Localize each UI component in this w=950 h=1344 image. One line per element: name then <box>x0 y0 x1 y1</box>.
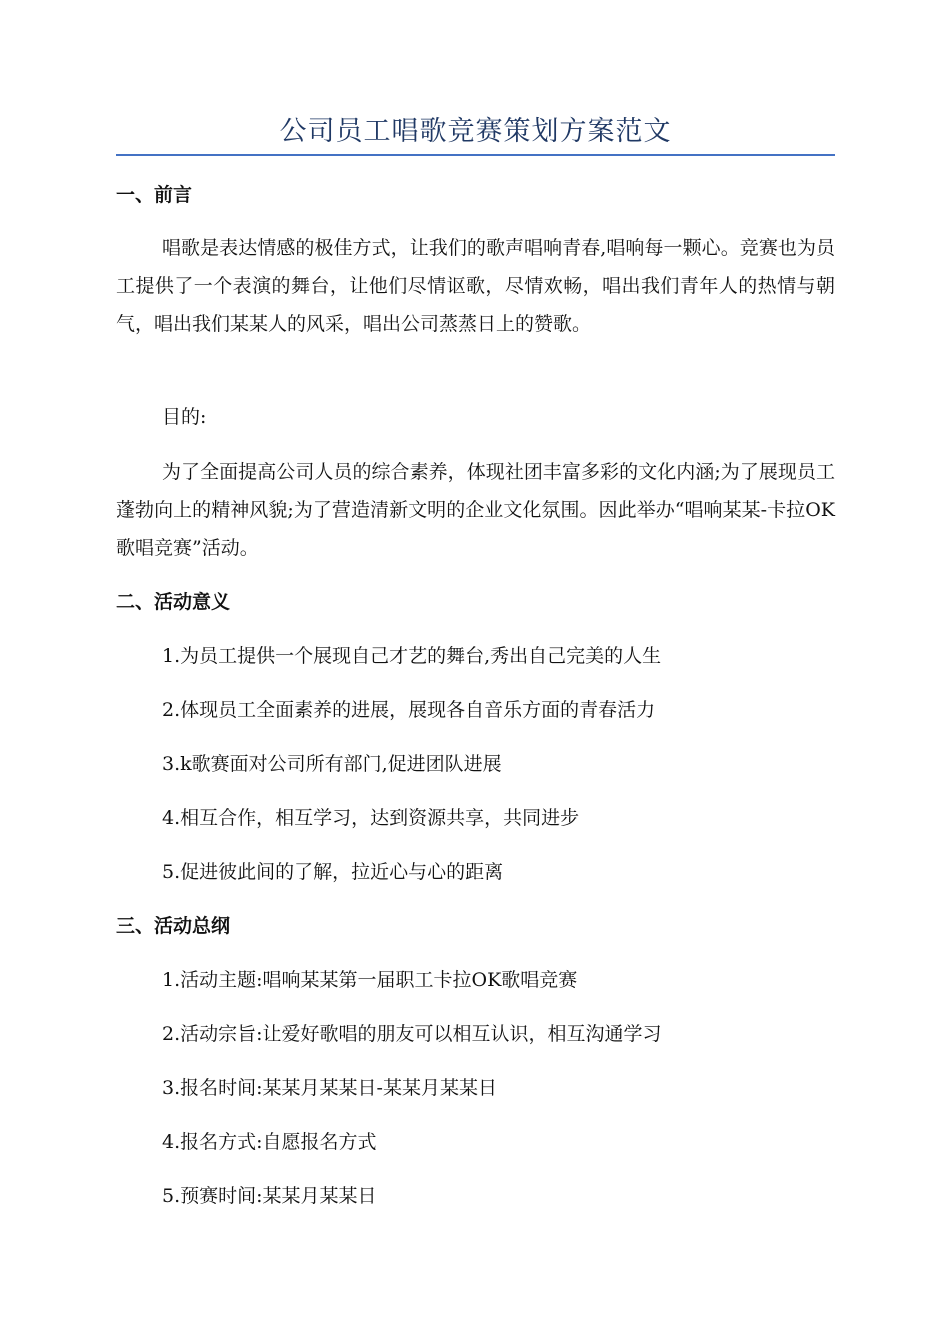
list-item: 5.促进彼此间的了解，拉近心与心的距离 <box>162 861 504 883</box>
list-item: 1.为员工提供一个展现自己才艺的舞台,秀出自己完美的人生 <box>162 645 662 667</box>
list-item: 2.体现员工全面素养的进展，展现各自音乐方面的青春活力 <box>162 699 656 721</box>
list-item: 3.报名时间:某某月某某日-某某月某某日 <box>162 1077 497 1099</box>
section-heading-outline: 三、活动总纲 <box>116 915 231 937</box>
list-item: 5.预赛时间:某某月某某日 <box>162 1185 377 1207</box>
paragraph-purpose: 为了全面提高公司人员的综合素养，体现社团丰富多彩的文化内涵;为了展现员工蓬勃向上的精神风貌;为了营造清新文明的企业文化氛围。因此举办“唱响某某-卡拉OK歌唱竞赛”活动。 <box>116 461 835 559</box>
list-item: 4.报名方式:自愿报名方式 <box>162 1131 377 1153</box>
paragraph-purpose-label: 目的: <box>162 406 207 428</box>
list-item: 1.活动主题:唱响某某第一届职工卡拉OK歌唱竞赛 <box>162 969 578 991</box>
document-title: 公司员工唱歌竞赛策划方案范文 <box>279 116 672 147</box>
paragraph-intro: 唱歌是表达情感的极佳方式，让我们的歌声唱响青春,唱响每一颗心。竞赛也为员工提供了一个表演的舞台，让他们尽情讴歌，尽情欢畅，唱出我们青年人的热情与朝气，唱出我们某某人的风采，唱出公司蒸蒸日上的赞歌。 <box>116 237 835 335</box>
section-heading-significance: 二、活动意义 <box>116 591 231 613</box>
section-heading-preface: 一、前言 <box>116 184 193 206</box>
title-underline <box>116 154 835 156</box>
list-item: 3.k歌赛面对公司所有部门,促进团队进展 <box>162 753 502 775</box>
list-item: 2.活动宗旨:让爱好歌唱的朋友可以相互认识，相互沟通学习 <box>162 1023 662 1045</box>
list-item: 4.相互合作，相互学习，达到资源共享，共同进步 <box>162 807 580 829</box>
